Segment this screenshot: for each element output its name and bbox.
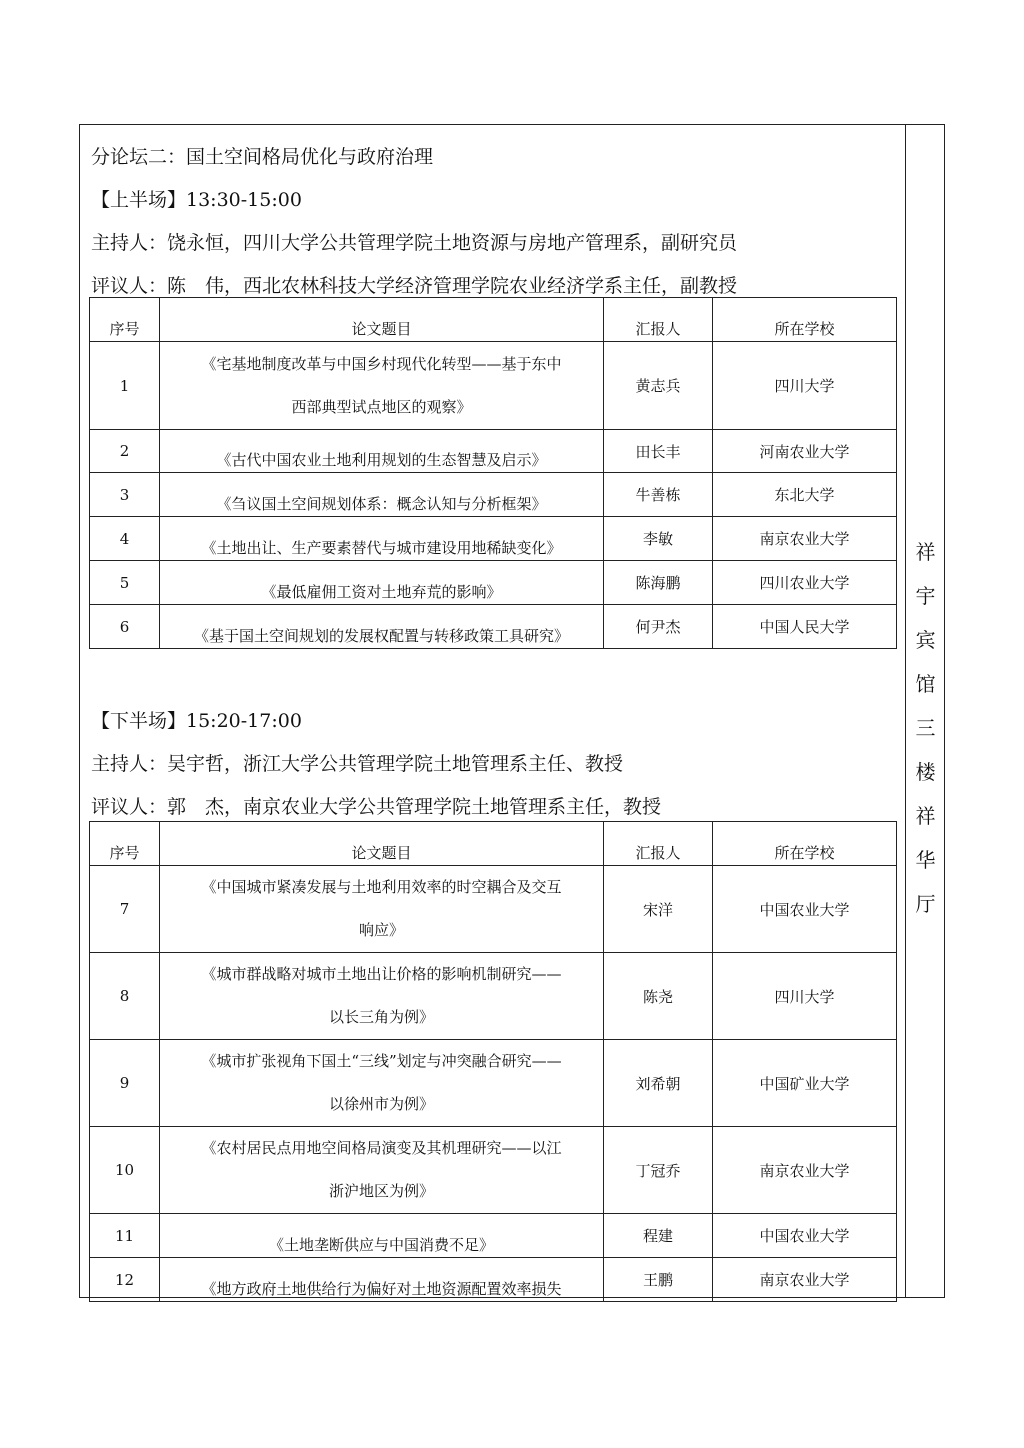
venue-char: 三 — [915, 716, 936, 740]
paper-no: 4 — [90, 517, 160, 561]
table-row — [90, 1258, 897, 1302]
paper-title — [160, 1127, 604, 1214]
paper-presenter: 李敏 — [604, 517, 713, 561]
venue-char: 华 — [915, 848, 936, 872]
paper-school: 中国农业大学 — [713, 866, 897, 953]
col-header-title: 论文题目 — [160, 298, 604, 342]
session1-commentator: 评议人：陈 伟，西北农林科技大学经济管理学院农业经济学系主任，副教授 — [91, 275, 738, 297]
col-header-presenter: 汇报人 — [604, 298, 713, 342]
venue-char: 厅 — [915, 892, 936, 916]
paper-school: 中国人民大学 — [713, 605, 897, 649]
paper-presenter: 刘希朝 — [604, 1040, 713, 1127]
col-header-school: 所在学校 — [713, 298, 897, 342]
paper-title-line: 以长三角为例》 — [328, 1008, 434, 1026]
table-header-row — [90, 822, 897, 866]
paper-title: 《最低雇佣工资对土地弃荒的影响》 — [160, 561, 604, 605]
paper-presenter: 陈海鹏 — [604, 561, 713, 605]
paper-presenter: 何尹杰 — [604, 605, 713, 649]
col-header-no: 序号 — [90, 822, 160, 866]
venue-column — [905, 125, 944, 1297]
forum-title: 分论坛二：国土空间格局优化与政府治理 — [91, 146, 434, 168]
paper-no: 5 — [90, 561, 160, 605]
table-row — [90, 605, 897, 649]
paper-title: 《土地出让、生产要素替代与城市建设用地稀缺变化》 — [160, 517, 604, 561]
paper-no: 8 — [90, 953, 160, 1040]
paper-school: 中国矿业大学 — [713, 1040, 897, 1127]
paper-presenter: 牛善栋 — [604, 473, 713, 517]
paper-title: 《地方政府土地供给行为偏好对土地资源配置效率损失 — [160, 1258, 604, 1302]
paper-school: 南京农业大学 — [713, 517, 897, 561]
session2-header: 【下半场】15:20-17:00 — [91, 710, 302, 732]
col-header-no: 序号 — [90, 298, 160, 342]
paper-title: 《古代中国农业土地利用规划的生态智慧及启示》 — [160, 430, 604, 473]
col-header-school: 所在学校 — [713, 822, 897, 866]
paper-no: 12 — [90, 1258, 160, 1302]
table-header-row — [90, 298, 897, 342]
paper-presenter: 程建 — [604, 1214, 713, 1258]
paper-title — [160, 866, 604, 953]
session2-commentator: 评议人：郭 杰，南京农业大学公共管理学院土地管理系主任，教授 — [91, 796, 662, 818]
venue-char: 祥 — [915, 804, 936, 828]
paper-no: 9 — [90, 1040, 160, 1127]
paper-no: 7 — [90, 866, 160, 953]
paper-title — [160, 342, 604, 430]
paper-school: 四川农业大学 — [713, 561, 897, 605]
col-header-presenter: 汇报人 — [604, 822, 713, 866]
paper-presenter: 宋洋 — [604, 866, 713, 953]
paper-title-line: 《城市扩张视角下国土“三线”划定与冲突融合研究—— — [201, 1052, 562, 1070]
paper-no: 2 — [90, 430, 160, 473]
session1-host: 主持人：饶永恒，四川大学公共管理学院土地资源与房地产管理系，副研究员 — [91, 232, 738, 254]
session2-host: 主持人：吴宇哲，浙江大学公共管理学院土地管理系主任、教授 — [91, 753, 624, 775]
paper-title-line: 《城市群战略对城市土地出让价格的影响机制研究—— — [201, 965, 562, 983]
paper-title — [160, 1040, 604, 1127]
paper-no: 11 — [90, 1214, 160, 1258]
paper-title — [160, 953, 604, 1040]
paper-title-line: 《农村居民点用地空间格局演变及其机理研究——以江 — [201, 1139, 562, 1157]
venue-char: 馆 — [915, 672, 936, 696]
paper-school: 河南农业大学 — [713, 430, 897, 473]
paper-presenter: 田长丰 — [604, 430, 713, 473]
table-row — [90, 953, 897, 1040]
paper-no: 1 — [90, 342, 160, 430]
paper-no: 6 — [90, 605, 160, 649]
paper-title-line: 《中国城市紧凑发展与土地利用效率的时空耦合及交互 — [201, 878, 562, 896]
paper-title-line: 以徐州市为例》 — [328, 1095, 434, 1113]
paper-school: 四川大学 — [713, 953, 897, 1040]
paper-school: 东北大学 — [713, 473, 897, 517]
session2-table — [89, 821, 897, 1302]
venue-label — [906, 530, 945, 926]
session1-header: 【上半场】13:30-15:00 — [91, 189, 302, 211]
paper-presenter: 黄志兵 — [604, 342, 713, 430]
paper-title-line: 西部典型试点地区的观察》 — [291, 397, 472, 416]
agenda-frame — [79, 124, 945, 1298]
paper-title: 《刍议国土空间规划体系：概念认知与分析框架》 — [160, 473, 604, 517]
table-row — [90, 1127, 897, 1214]
venue-char: 祥 — [915, 540, 936, 564]
paper-title: 《基于国土空间规划的发展权配置与转移政策工具研究》 — [160, 605, 604, 649]
paper-presenter: 丁冠乔 — [604, 1127, 713, 1214]
table-row — [90, 517, 897, 561]
paper-presenter: 王鹏 — [604, 1258, 713, 1302]
venue-char: 宇 — [915, 584, 936, 608]
venue-char: 楼 — [915, 760, 936, 784]
col-header-title: 论文题目 — [160, 822, 604, 866]
session1-table — [89, 297, 897, 649]
table-row — [90, 430, 897, 473]
paper-no: 3 — [90, 473, 160, 517]
paper-no: 10 — [90, 1127, 160, 1214]
table-row — [90, 1040, 897, 1127]
table-row — [90, 1214, 897, 1258]
paper-school: 中国农业大学 — [713, 1214, 897, 1258]
table-row — [90, 866, 897, 953]
table-row — [90, 473, 897, 517]
paper-title-line: 《宅基地制度改革与中国乡村现代化转型——基于东中 — [201, 354, 562, 373]
paper-school: 南京农业大学 — [713, 1127, 897, 1214]
paper-school: 四川大学 — [713, 342, 897, 430]
paper-school: 南京农业大学 — [713, 1258, 897, 1302]
table-row — [90, 561, 897, 605]
paper-presenter: 陈尧 — [604, 953, 713, 1040]
paper-title: 《土地垄断供应与中国消费不足》 — [160, 1214, 604, 1258]
table-row — [90, 342, 897, 430]
venue-char: 宾 — [915, 628, 936, 652]
paper-title-line: 浙沪地区为例》 — [328, 1182, 434, 1200]
paper-title-line: 响应》 — [358, 921, 404, 939]
